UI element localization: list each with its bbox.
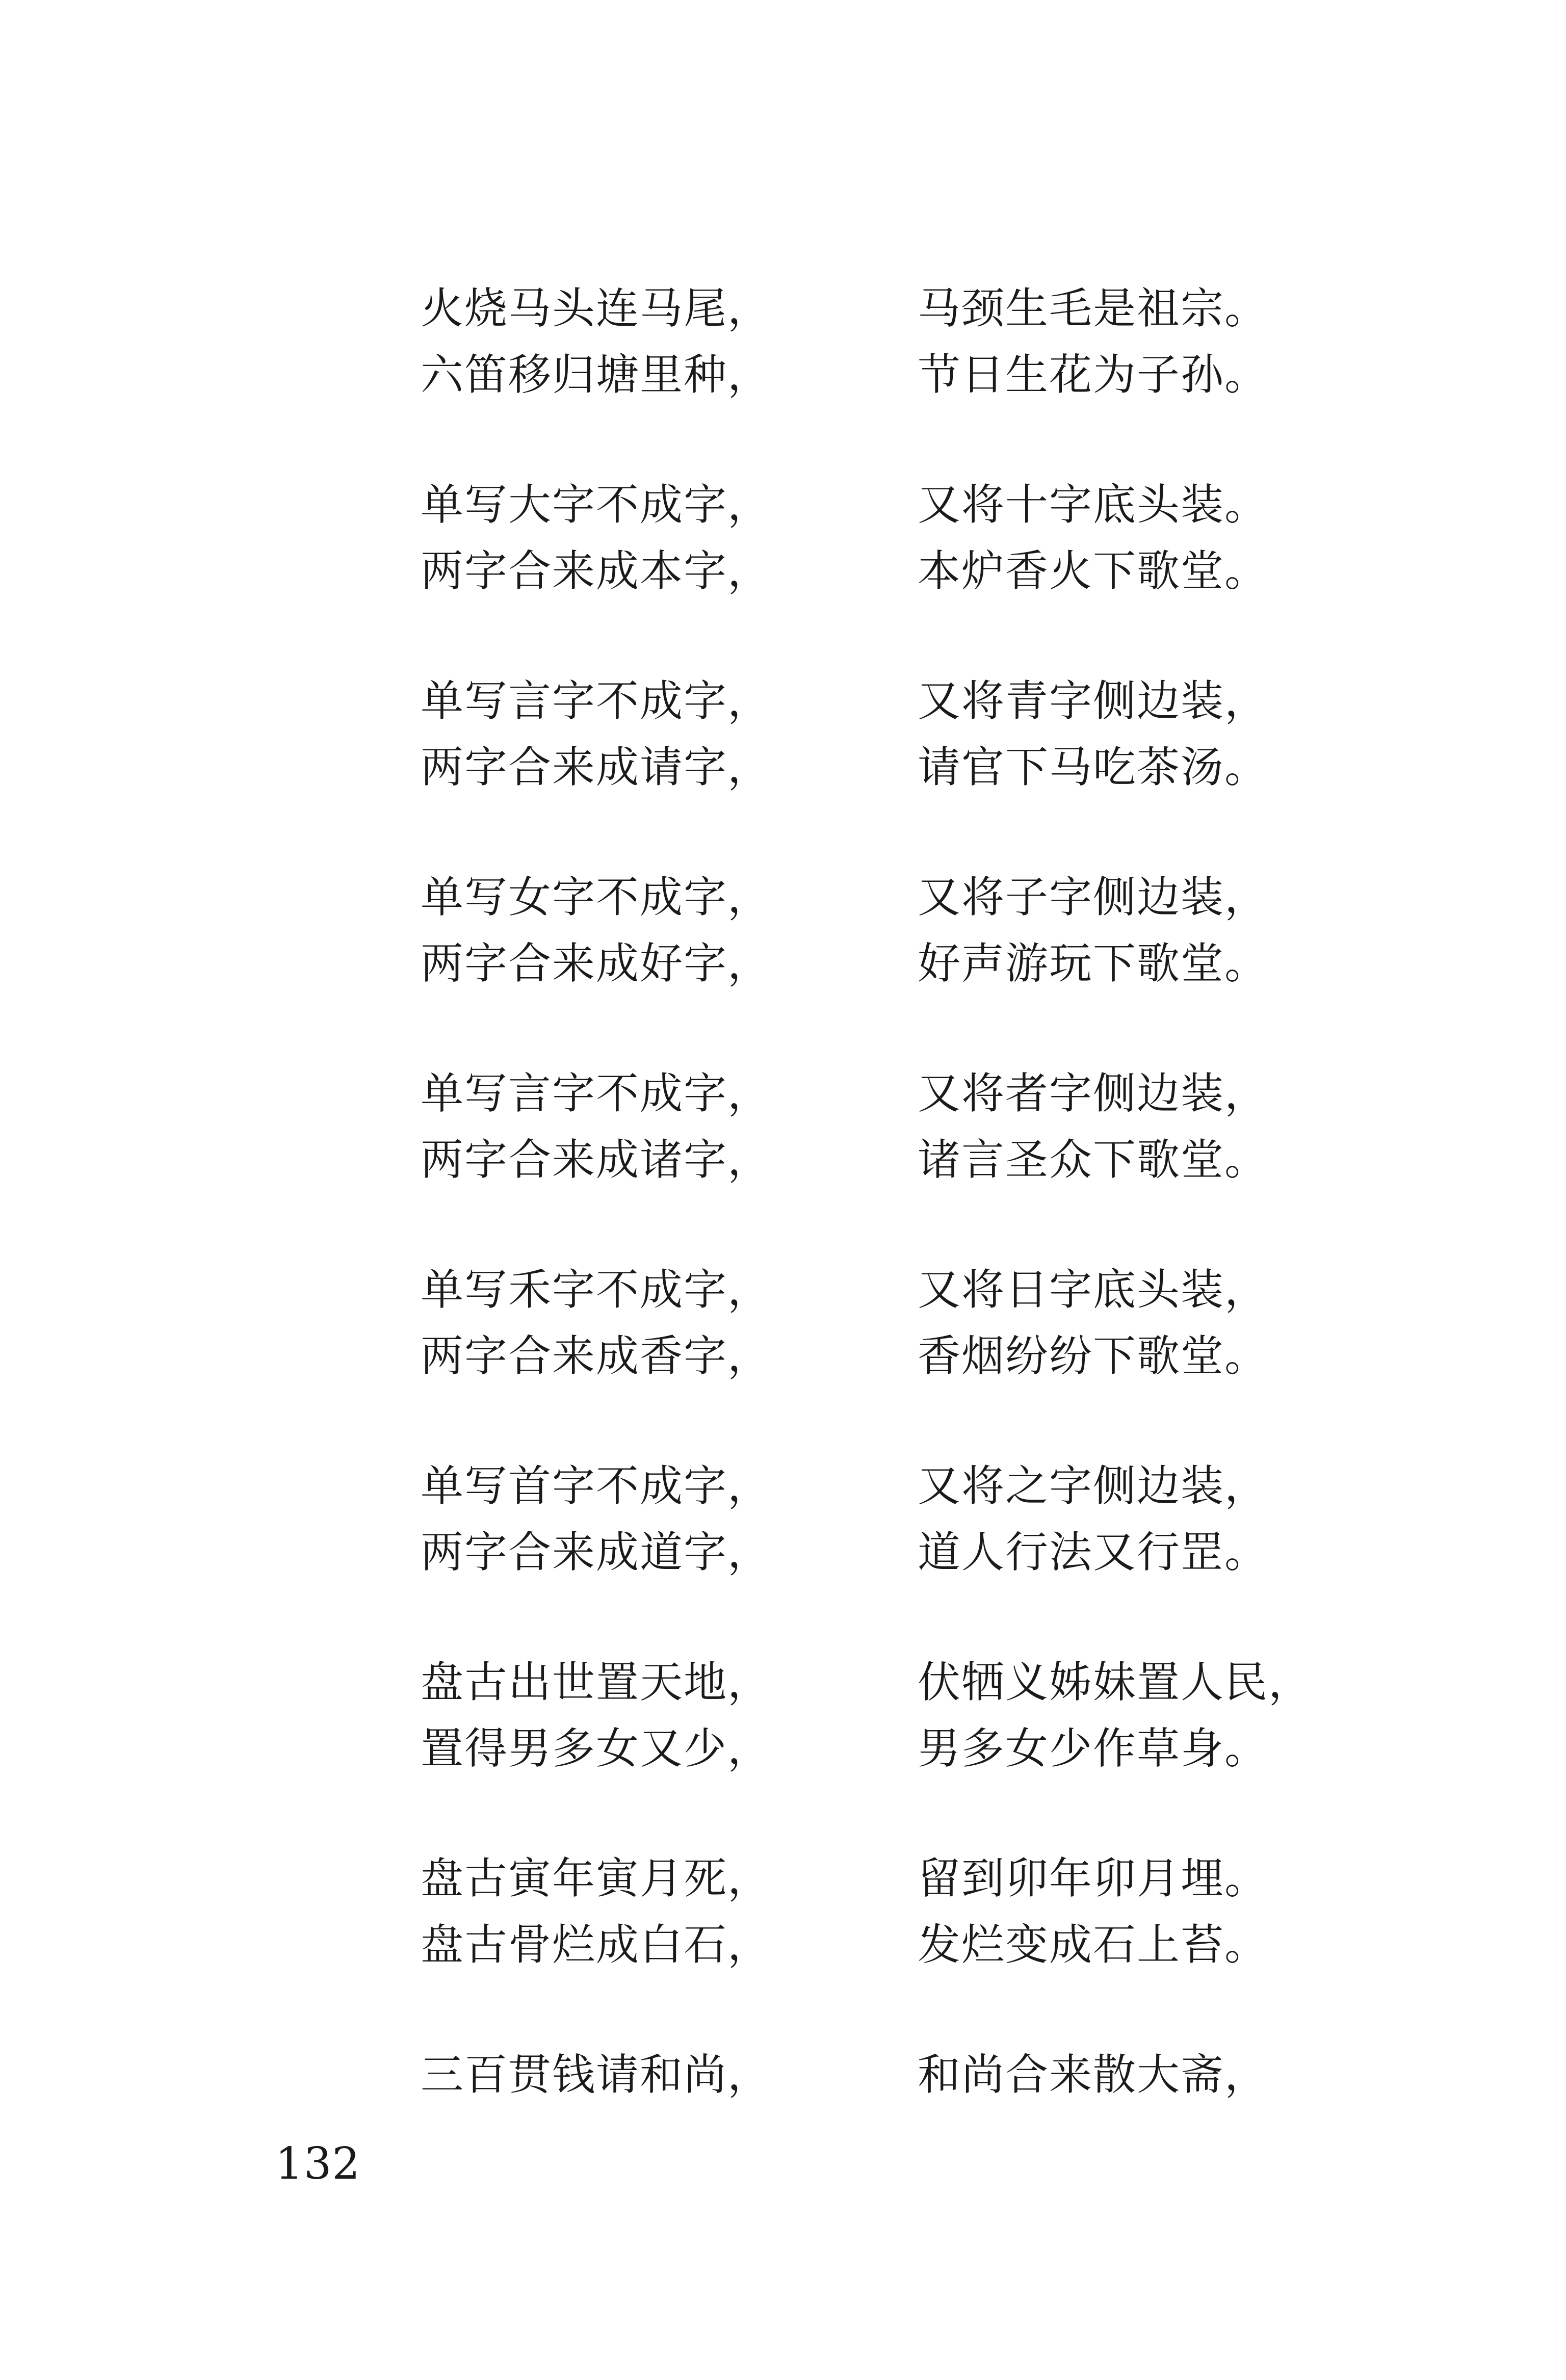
poem-line-left: 火烧马头连马尾，: [421, 283, 772, 333]
poem-line-left: 三百贯钱请和尚，: [421, 2050, 772, 2100]
poem-line-right: 又将青字侧边装，: [918, 676, 1269, 726]
poem-line-left: 单写言字不成字，: [421, 676, 772, 726]
poem-line-left: 单写言字不成字，: [421, 1068, 772, 1118]
poem-line-right: 节日生花为子孙。: [918, 350, 1269, 400]
poem-line-right: 道人行法又行罡。: [918, 1527, 1269, 1577]
poem-line-left: 置得男多女又少，: [421, 1723, 772, 1773]
poem-line-left: 单写大字不成字，: [421, 480, 772, 530]
page-number: 132: [275, 2138, 361, 2189]
poem-line-right: 又将日字底头装，: [918, 1265, 1269, 1315]
poem-line-right: 香烟纷纷下歌堂。: [918, 1331, 1269, 1381]
poem-line-left: 两字合来成道字，: [421, 1527, 772, 1577]
poem-line-right: 又将子字侧边装，: [918, 872, 1269, 922]
poem-line-right: 诸言圣众下歌堂。: [918, 1135, 1269, 1185]
poem-line-left: 两字合来成香字，: [421, 1331, 772, 1381]
poem-line-left: 盘古骨烂成白石，: [421, 1920, 772, 1970]
poem-line-right: 请官下马吃茶汤。: [918, 742, 1269, 792]
poem-line-left: 两字合来成好字，: [421, 938, 772, 988]
poem-line-right: 又将十字底头装。: [918, 480, 1269, 530]
poem-line-right: 又将之字侧边装，: [918, 1461, 1269, 1511]
poem-line-right: 伏牺义姊妹置人民，: [918, 1657, 1313, 1707]
poem-line-left: 单写禾字不成字，: [421, 1265, 772, 1315]
poem-line-left: 单写女字不成字，: [421, 872, 772, 922]
poem-line-left: 单写首字不成字，: [421, 1461, 772, 1511]
poem-line-left: 两字合来成诸字，: [421, 1135, 772, 1185]
poem-line-right: 留到卯年卯月埋。: [918, 1853, 1269, 1903]
poem-line-right: 和尚合来散大斋，: [918, 2050, 1269, 2100]
poem-line-right: 马颈生毛是祖宗。: [918, 283, 1269, 333]
poem-line-left: 两字合来成请字，: [421, 742, 772, 792]
poem-line-left: 盘古出世置天地，: [421, 1657, 772, 1707]
poem-line-right: 本炉香火下歌堂。: [918, 546, 1269, 596]
poem-line-left: 盘古寅年寅月死，: [421, 1853, 772, 1903]
poem-line-right: 好声游玩下歌堂。: [918, 938, 1269, 988]
poem-line-left: 六笛移归塘里种，: [421, 350, 772, 400]
poem-line-right: 发烂变成石上苔。: [918, 1920, 1269, 1970]
poem-line-right: 又将者字侧边装，: [918, 1068, 1269, 1118]
poem-line-right: 男多女少作草身。: [918, 1723, 1269, 1773]
poem-line-left: 两字合来成本字，: [421, 546, 772, 596]
